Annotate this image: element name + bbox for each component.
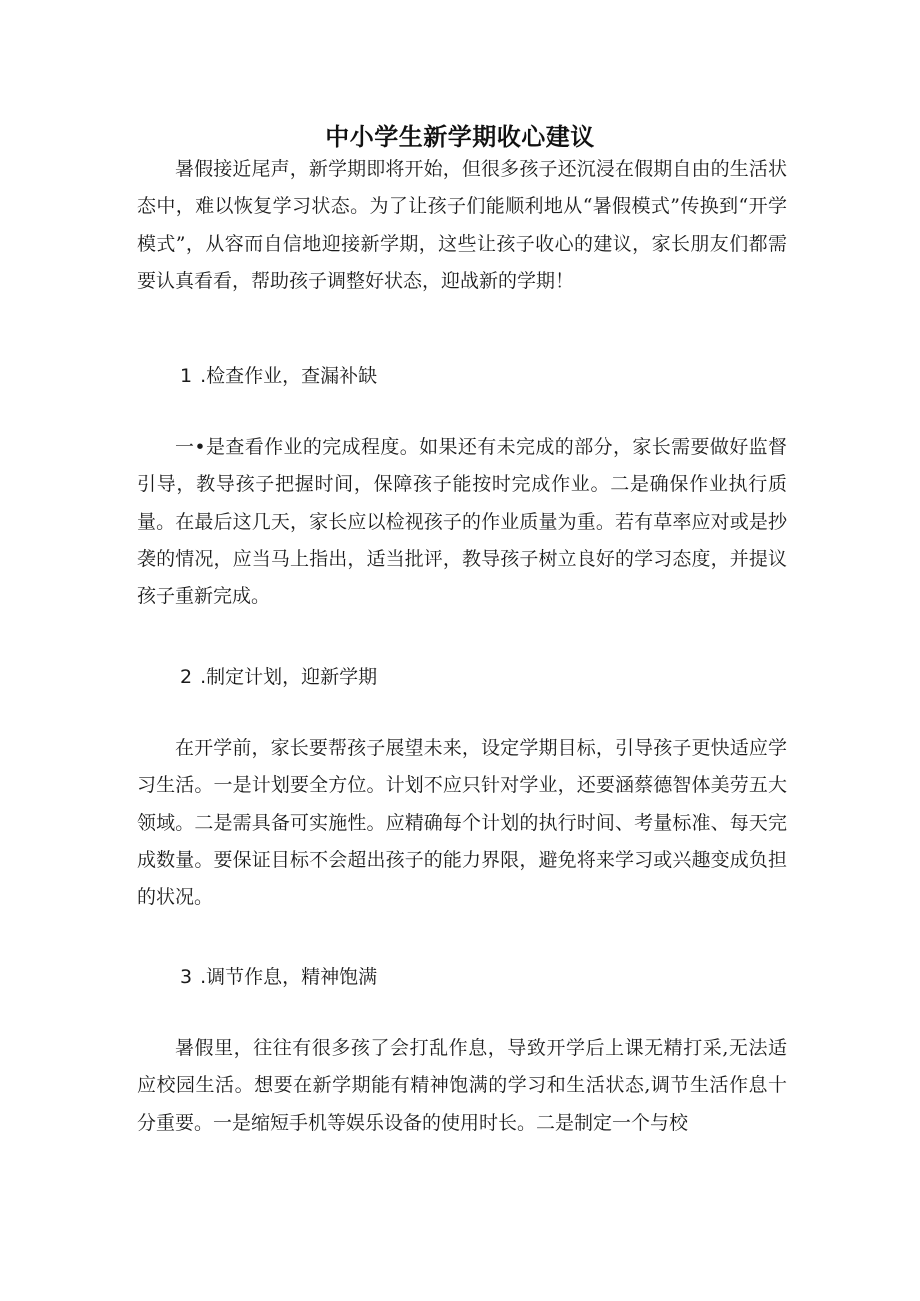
section-heading-text-3: .调节作息，精神饱满 xyxy=(200,966,378,988)
section-heading-3 xyxy=(180,963,377,991)
section-heading-text-2: .制定计划，迎新学期 xyxy=(200,666,378,688)
section-heading-2 xyxy=(180,663,377,691)
section-heading-1 xyxy=(180,362,377,390)
document-title: 中小学生新学期收心建议 xyxy=(325,123,595,151)
section-body-3: 暑假里，往往有很多孩了会打乱作息，导致开学后上课无精打采,无法适应校园生活。想要在新学期能有精神饱满的学习和生活状态,调节生活作息十分重要。一是缩短手机等娱乐设备的使用时长。二是制定一个与校 xyxy=(137,1037,787,1134)
section-number-2: 2 xyxy=(180,666,193,688)
section-number-1: 1 xyxy=(180,365,193,387)
section-body-2: 在开学前，家长要帮孩子展望未来，设定学期目标，引导孩子更快适应学习生活。一是计划要全方位。计划不应只针对学业，还要涵蔡德智体美劳五大领域。二是需具备可实施性。应精确每个计划的执行时间、考量标准、每天完成数量。要保证目标不会超出孩子的能力界限，避免将来学习或兴趣变成负担的状况。 xyxy=(137,737,787,909)
section-body-1: 一•是查看作业的完成程度。如果还有未完成的部分，家长需要做好监督引导，教导孩子把握时间，保障孩子能按时完成作业。二是确保作业执行质量。在最后这几天，家长应以检视孩子的作业质量为重。若有草率应对或是抄袭的情况，应当马上指出，适当批评，教导孩子树立良好的学习态度，并提议孩子重新完成。 xyxy=(137,436,787,608)
section-heading-text-1: .检查作业，查漏补缺 xyxy=(200,365,378,387)
section-number-3: 3 xyxy=(180,966,193,988)
intro-paragraph: 暑假接近尾声，新学期即将开始，但很多孩子还沉浸在假期自由的生活状态中，难以恢复学习状态。为了让孩子们能顺利地从“暑假模式”传换到“开学模式”，从容而自信地迎接新学期，这些让孩子收心的建议，家长朋友们都需要认真看看，帮助孩子调整好状态，迎战新的学期！ xyxy=(137,158,787,292)
